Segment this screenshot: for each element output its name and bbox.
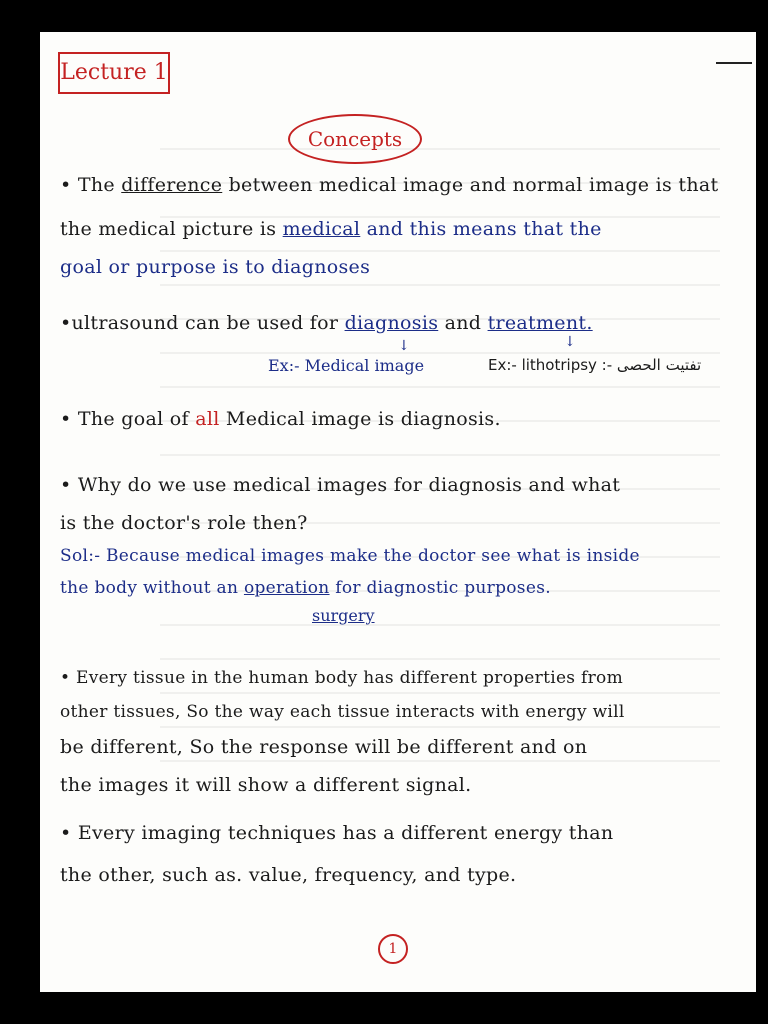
margin-dash <box>716 62 752 64</box>
note-line <box>60 218 742 240</box>
note-line: other tissues, So the way each tissue interacts with energy will <box>60 702 625 722</box>
text: and this means that the <box>360 218 602 240</box>
note-line: • Why do we use medical images for diagnosis and what <box>60 474 621 496</box>
text: •ultrasound can be used for <box>60 312 345 334</box>
note-line: is the doctor's role then? <box>60 512 308 534</box>
page-number: 1 <box>378 934 408 964</box>
note-line <box>60 312 742 334</box>
note-line: the other, such as. value, frequency, and type. <box>60 864 517 886</box>
note-line: Sol:- Because medical images make the doctor see what is inside <box>60 546 640 566</box>
note-line <box>60 174 742 196</box>
text: Medical image is diagnosis. <box>219 408 501 430</box>
example-lithotripsy: Ex:- lithotripsy :- تفتيت الحصى <box>488 356 702 374</box>
text: medical <box>282 218 361 240</box>
text: • The <box>60 174 122 196</box>
text: operation <box>243 578 330 598</box>
note-line <box>60 408 742 430</box>
surgery-note: surgery <box>312 606 375 625</box>
down-arrow-icon: ↓ <box>564 334 576 350</box>
text: the body without an <box>60 578 244 598</box>
lecture-title: Lecture 1 <box>58 52 170 94</box>
note-line: be different, So the response will be different and on <box>60 736 588 758</box>
note-line: • Every tissue in the human body has different properties from <box>60 668 624 688</box>
note-line: • Every imaging techniques has a different energy than <box>60 822 614 844</box>
text: diagnosis <box>344 312 439 334</box>
example-medical-image: Ex:- Medical image <box>268 356 425 375</box>
down-arrow-icon: ↓ <box>398 338 410 354</box>
notebook-page <box>40 32 756 992</box>
note-line: goal or purpose is to diagnoses <box>60 256 371 278</box>
text: for diagnostic purposes. <box>329 578 551 598</box>
note-line <box>60 578 742 598</box>
concepts-heading: Concepts <box>288 114 422 164</box>
text: treatment. <box>487 312 593 334</box>
text: and <box>438 312 488 334</box>
text: difference <box>121 174 223 196</box>
text: all <box>195 408 220 430</box>
text: between medical image and normal image is that <box>222 174 719 196</box>
note-line: the images it will show a different signal. <box>60 774 472 796</box>
text: the medical picture is <box>60 218 283 240</box>
text: • The goal of <box>60 408 196 430</box>
